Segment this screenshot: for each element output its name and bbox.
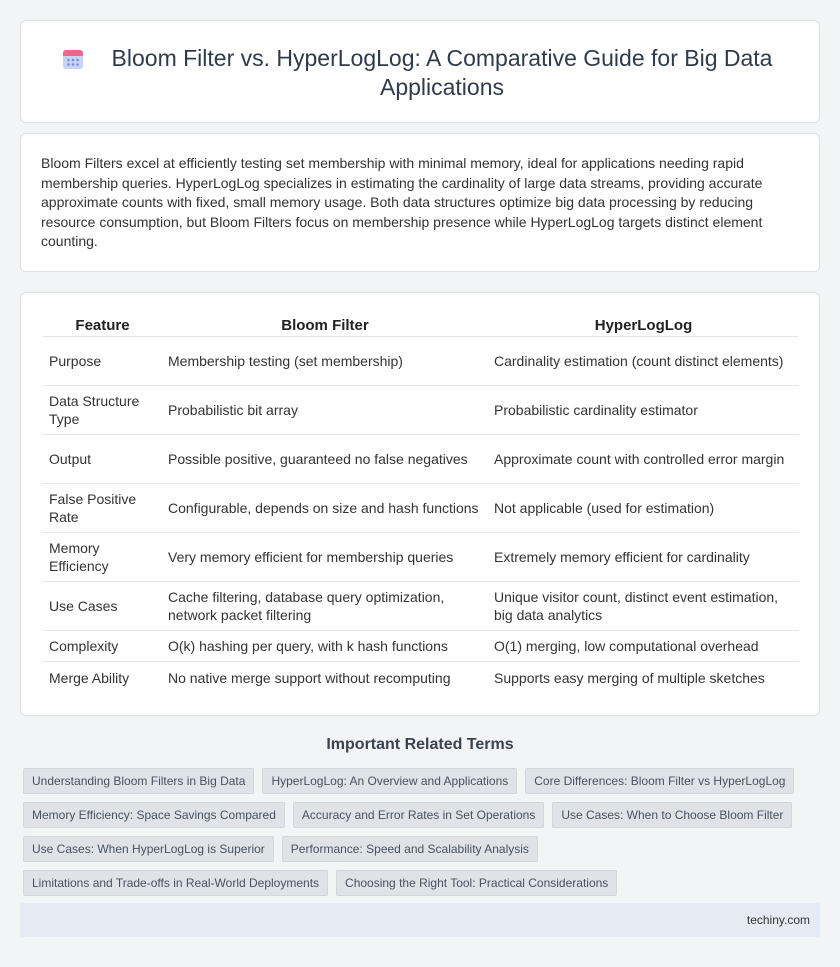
related-term-link[interactable]: Use Cases: When to Choose Bloom Filter [552, 802, 792, 828]
bloom-cell: Configurable, depends on size and hash functions [162, 484, 488, 533]
related-term-link[interactable]: Choosing the Right Tool: Practical Considerations [336, 870, 617, 896]
related-term-link[interactable]: Understanding Bloom Filters in Big Data [23, 768, 254, 794]
feature-cell: Merge Ability [49, 669, 130, 686]
feature-cell: Memory Efficiency [43, 533, 162, 582]
calendar-icon [61, 47, 85, 71]
bloom-cell: Very memory efficient for membership queries [162, 533, 488, 582]
bloom-cell: Membership testing (set membership) [162, 337, 488, 386]
related-term-link[interactable]: Memory Efficiency: Space Savings Compared [23, 802, 285, 828]
footer [20, 903, 820, 937]
header-feature: Feature [43, 313, 162, 337]
hll-cell: Not applicable (used for estimation) [488, 484, 799, 533]
table-row [43, 631, 799, 662]
table-row [43, 484, 799, 533]
feature-cell: Complexity [43, 631, 162, 662]
header-bloom-filter: Bloom Filter [162, 313, 488, 337]
bloom-cell: Possible positive, guaranteed no false negatives [162, 435, 488, 484]
feature-cell: Purpose [43, 337, 162, 386]
related-terms-list [23, 768, 819, 896]
header-hyperloglog: HyperLogLog [488, 313, 799, 337]
related-term-link[interactable]: Use Cases: When HyperLogLog is Superior [23, 836, 274, 862]
related-term-link[interactable]: Limitations and Trade-offs in Real-World Deployments [23, 870, 328, 896]
bloom-cell: O(k) hashing per query, with k hash functions [162, 631, 488, 662]
feature-cell: Use Cases [43, 582, 162, 631]
bloom-cell: Probabilistic bit array [162, 386, 488, 435]
hll-cell: Probabilistic cardinality estimator [488, 386, 799, 435]
feature-cell: Data Structure Type [43, 386, 162, 435]
summary-card [20, 133, 820, 272]
hll-cell: Supports easy merging of multiple sketches [494, 669, 765, 686]
hll-cell: Extremely memory efficient for cardinality [488, 533, 799, 582]
hll-cell: Cardinality estimation (count distinct elements) [488, 337, 799, 386]
header-card [20, 20, 820, 123]
table-row [43, 582, 799, 631]
footer-site-link[interactable]: techiny.com [746, 913, 810, 927]
table-row [43, 533, 799, 582]
bloom-cell: No native merge support without recomputing [168, 669, 451, 686]
bloom-cell: Cache filtering, database query optimization, network packet filtering [162, 582, 488, 631]
table-header-row [43, 313, 799, 337]
feature-cell: False Positive Rate [43, 484, 162, 533]
related-term-link[interactable]: Core Differences: Bloom Filter vs HyperLogLog [525, 768, 794, 794]
page-title: Bloom Filter vs. HyperLogLog: A Comparative Guide for Big Data Applications [111, 45, 773, 100]
feature-cell: Output [43, 435, 162, 484]
related-term-link[interactable]: HyperLogLog: An Overview and Applications [262, 768, 517, 794]
table-row [43, 662, 799, 693]
related-term-link[interactable]: Performance: Speed and Scalability Analysis [282, 836, 538, 862]
summary-text: Bloom Filters excel at efficiently testing set membership with minimal memory, ideal for applications needing rapid membership queries. HyperLogLog specializes in estimating the cardinality of large data streams, providing accurate approximate counts with fixed, small memory usage. Both data structures optimize big data processing by reducing resource consumption, but Bloom Filters focus on membership presence while HyperLogLog targets distinct element counting. [41, 155, 763, 249]
hll-cell: Approximate count with controlled error margin [488, 435, 799, 484]
comparison-table-card [20, 292, 820, 716]
related-terms-title: Important Related Terms [326, 736, 514, 753]
comparison-table [43, 313, 799, 693]
table-row [43, 386, 799, 435]
related-term-link[interactable]: Accuracy and Error Rates in Set Operations [293, 802, 544, 828]
hll-cell: Unique visitor count, distinct event estimation, big data analytics [488, 582, 799, 631]
hll-cell: O(1) merging, low computational overhead [488, 631, 799, 662]
table-row [43, 337, 799, 386]
table-row [43, 435, 799, 484]
